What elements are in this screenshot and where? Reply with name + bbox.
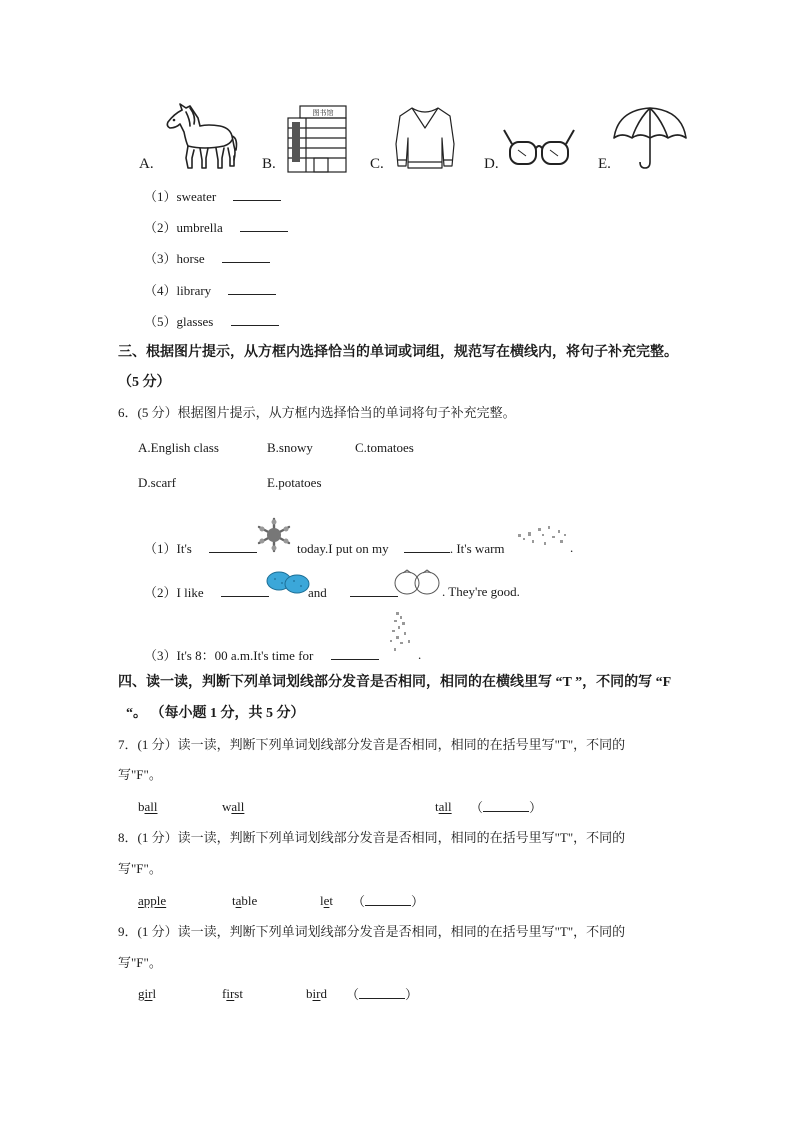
potatoes-icon	[265, 569, 311, 595]
option-d: D.scarf	[138, 475, 176, 490]
q7-stem-cont: 写"F"。	[118, 767, 162, 782]
q8-answer-bracket: （ ）	[352, 894, 425, 909]
picture-letter-b: B.	[262, 156, 276, 172]
q6-sentence-2-and: and	[308, 584, 398, 601]
library-sign: 图书馆	[312, 109, 334, 117]
picture-letter-a: A.	[139, 156, 154, 172]
q7-answer-bracket: （ ）	[470, 800, 543, 815]
sentence-3-period: .	[418, 647, 422, 662]
answer-blank[interactable]	[228, 282, 276, 295]
match-item: （2）umbrella	[144, 219, 288, 236]
q8-word-2: table	[232, 893, 258, 908]
picture-letter-c: C.	[370, 156, 384, 172]
section-3-score: （5 分）	[118, 375, 171, 390]
option-c: C.tomatoes	[355, 440, 414, 455]
q6-sentence-2: （2）I like	[144, 584, 269, 601]
q7-word-1: ball	[138, 799, 158, 814]
sweater-icon	[392, 104, 458, 172]
match-item: （5）glasses	[144, 313, 279, 330]
library-icon	[284, 104, 350, 174]
option-b: B.snowy	[267, 440, 313, 455]
answer-blank[interactable]	[404, 540, 450, 553]
answer-blank[interactable]	[222, 250, 270, 263]
q9-stem: 9．(1 分）读一读，判断下列单词划线部分发音是否相同，相同的在括号里写"T"，不同的	[118, 924, 626, 939]
answer-blank[interactable]	[359, 986, 405, 999]
q6-sentence-3: （3）It's 8：00 a.m.It's time for	[144, 647, 379, 664]
tomatoes-icon	[393, 566, 441, 596]
q8-word-1: apple	[138, 893, 167, 908]
option-e: E.potatoes	[267, 475, 322, 490]
q8-stem: 8．(1 分）读一读，判断下列单词划线部分发音是否相同，相同的在括号里写"T"，不同的	[118, 830, 626, 845]
q8-stem-cont: 写"F"。	[118, 861, 162, 876]
q6-stem: 6．(5 分）根据图片提示，从方框内选择恰当的单词将句子补充完整。	[118, 405, 516, 420]
sentence-1-period: .	[570, 540, 574, 555]
answer-blank[interactable]	[331, 647, 379, 660]
section-4-score: “。 （每小题 1 分，共 5 分）	[126, 706, 305, 721]
answer-blank[interactable]	[240, 219, 288, 232]
q6-sentence-1: （1）It's	[144, 540, 257, 557]
option-a: A.English class	[138, 440, 219, 455]
horse-icon	[160, 102, 240, 174]
q9-word-1: girl	[138, 986, 157, 1001]
q7-word-3: tall	[435, 799, 452, 814]
section-4-title: 四、读一读，判断下列单词划线部分发音是否相同，相同的在横线里写 “T ”，不同的写 “F	[118, 675, 672, 690]
answer-blank[interactable]	[365, 893, 411, 906]
english-class-icon	[384, 610, 418, 656]
answer-blank[interactable]	[209, 540, 257, 553]
answer-blank[interactable]	[231, 313, 279, 326]
snowflake-icon	[254, 517, 294, 553]
q6-sentence-2-end: . They're good.	[442, 584, 520, 599]
match-item: （1）sweater	[144, 188, 281, 205]
answer-blank[interactable]	[233, 188, 281, 201]
picture-letter-e: E.	[598, 156, 611, 172]
q9-stem-cont: 写"F"。	[118, 955, 162, 970]
q7-word-2: wall	[222, 799, 245, 814]
picture-letter-d: D.	[484, 156, 499, 172]
section-3-title: 三、根据图片提示，从方框内选择恰当的单词或词组，规范写在横线内，将句子补充完整。	[118, 345, 678, 360]
scarf-icon	[514, 522, 570, 552]
umbrella-icon	[612, 104, 688, 172]
q9-answer-bracket: （ ）	[346, 987, 419, 1002]
match-item: （3）horse	[144, 250, 270, 267]
match-item: （4）library	[144, 282, 276, 299]
q7-stem: 7．(1 分）读一读，判断下列单词划线部分发音是否相同，相同的在括号里写"T"，不同的	[118, 737, 626, 752]
answer-blank[interactable]	[221, 584, 269, 597]
q6-sentence-1-cont: today.I put on my . It's warm	[297, 541, 505, 556]
answer-blank[interactable]	[483, 799, 529, 812]
answer-blank[interactable]	[350, 584, 398, 597]
glasses-icon	[500, 128, 578, 170]
q9-word-2: first	[222, 986, 243, 1001]
q9-word-3: bird	[306, 986, 327, 1001]
q8-word-3: let	[320, 893, 334, 908]
